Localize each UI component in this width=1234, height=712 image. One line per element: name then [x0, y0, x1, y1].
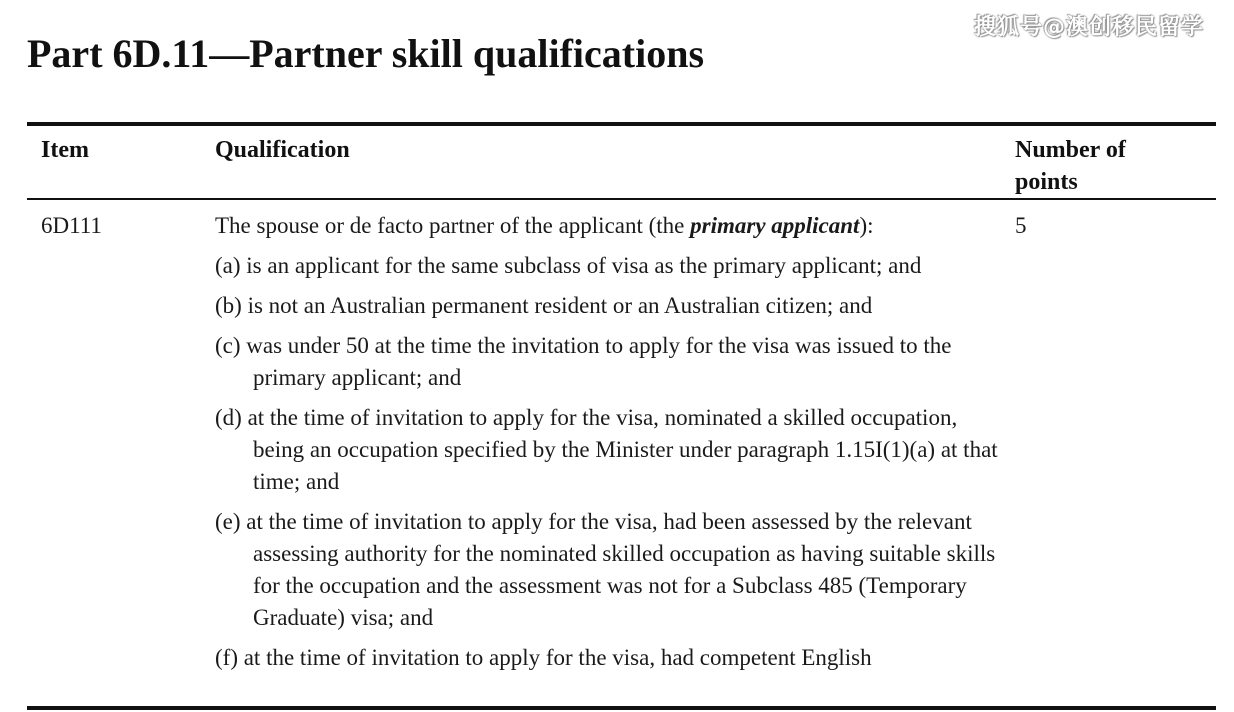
intro-text-after: ):: [859, 213, 874, 238]
page-title: Part 6D.11—Partner skill qualifications: [27, 31, 705, 76]
table-cell-points: 5: [1015, 213, 1027, 238]
clause-d: (d) at the time of invitation to apply for the visa, nominated a skilled occupation, being an occupation specified by the Minister under paragraph 1.15I(1)(a) at that time; and: [215, 405, 998, 494]
defined-term-primary-applicant: primary applicant: [690, 213, 860, 238]
column-header-qualification: Qualification: [215, 137, 350, 163]
table-bottom-rule: [27, 706, 1216, 710]
table-header-rule: [27, 198, 1216, 200]
column-header-points-line2: points: [1015, 169, 1078, 195]
clause-c: (c) was under 50 at the time the invitation to apply for the visa was issued to the primary applicant; and: [215, 333, 952, 390]
clause-e: (e) at the time of invitation to apply for the visa, had been assessed by the relevant assessing authority for the nominated skilled occupation as having suitable skills for the occupation and the assessment was not for a Subclass 485 (Temporary Graduate) visa; and: [215, 509, 996, 630]
clause-a: (a) is an applicant for the same subclass of visa as the primary applicant; and: [215, 253, 922, 278]
column-header-number-of-points: [1015, 134, 1195, 198]
table-top-rule: [27, 122, 1216, 126]
clause-f: (f) at the time of invitation to apply for the visa, had competent English: [215, 645, 872, 670]
table-cell-qualification: [215, 210, 1005, 682]
qualification-clause-list: [215, 250, 1005, 674]
clause-b: (b) is not an Australian permanent resident or an Australian citizen; and: [215, 293, 873, 318]
watermark: 搜狐号@澳创移民留学: [973, 15, 1204, 40]
column-header-points-line1: Number of: [1015, 137, 1126, 163]
column-header-item: Item: [41, 137, 89, 163]
table-cell-item-code: 6D111: [41, 213, 102, 238]
qualification-intro: [215, 210, 1005, 242]
intro-text-before: The spouse or de facto partner of the applicant (the: [215, 213, 691, 238]
